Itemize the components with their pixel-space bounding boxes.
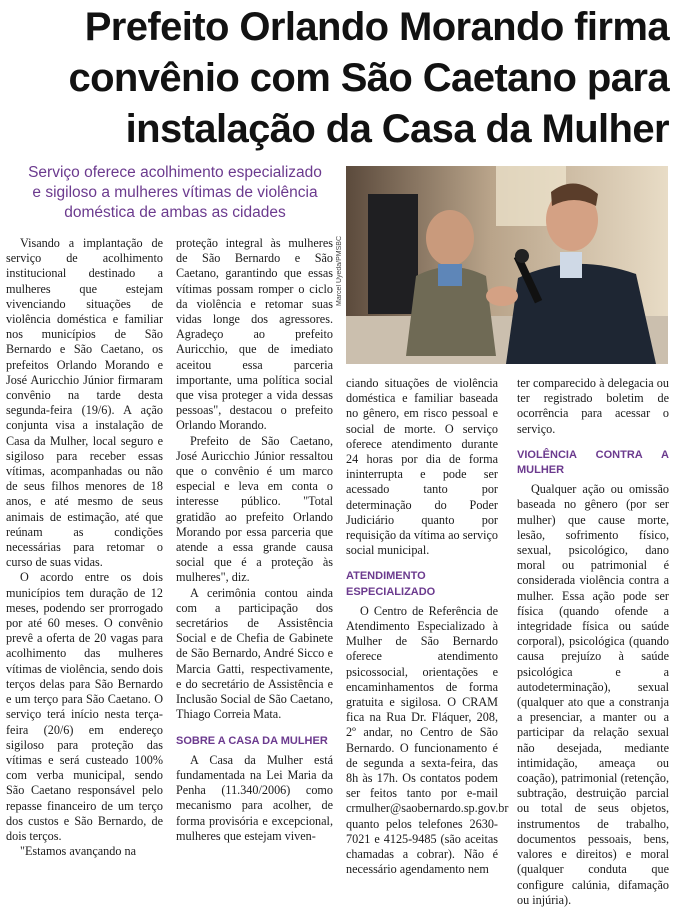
paragraph: O Centro de Referência de Atendimento Especializado à Mulher de São Bernardo oferece atendimento psicossocial, orientações e encaminhamentos de forma gratuita e sigilosa. O CRAM fica na Rua Dr. Fláquer, 208, 2º andar, no Centro de São Bernardo. O funcionamento é de segunda a sexta-feira, das 8h às 17h. Os contatos podem ser feitos tanto por e-mail crmulher@saobernardo.sp.gov.br quanto pelos telefones 2630-7021 e 4125-9485 (são aceitas chamadas a cobrar). Não é necessário agendamento nem — [346, 603, 509, 877]
subheadline-line-2: e sigiloso a mulheres vítimas de violência — [32, 184, 318, 201]
section-heading: VIOLÊNCIA CONTRA A MULHER — [517, 448, 669, 477]
section-heading: SOBRE A CASA DA MULHER — [176, 734, 328, 747]
headline-line-2: convênio com São Caetano para — [68, 56, 669, 100]
paragraph: proteção integral às mulheres de São Bernardo e São Caetano, garantindo que essas vítimas possam romper o ciclo da violência e retomar suas vidas longe dos agressores. Agradeço ao prefeito Auricchio, que de imediato aceitou essa parceria importante, uma política social que visa proteger a vida dessas pessoas", destacou o prefeito Orlando Morando. — [176, 236, 333, 433]
article-column-4 — [517, 376, 669, 908]
paragraph: ciando situações de violência doméstica e familiar baseada no gênero, em risco pessoal e social de morte. O serviço oferece atendimento durante 24 horas por dia de forma ininterrupta e pode ser acessado tanto por determinação do Poder Judiciário quanto por requisição da vítima ao serviço social municipal. — [346, 376, 498, 558]
headline — [14, 2, 669, 155]
subheadline — [12, 163, 338, 223]
article-column-2 — [176, 236, 333, 844]
paragraph: Qualquer ação ou omissão baseada no gênero (por ser mulher) que cause morte, lesão, sofrimento físico, sexual, psicológico, dano moral ou patrimonial é considerada violência contra a mulher. Essa ação pode ser física (quando ofende a integridade física ou saúde corporal), psicológica (quando causa prejuízo à saúde psicológica e a autodeterminação), sexual (qualquer ato que a constranja a presenciar, a manter ou a participar da relação sexual não desejada, mediante intimidação, ameaça ou coação), patrimonial (retenção, subtração, destruição parcial ou total de seus objetos, instrumentos de trabalho, documentos pessoais, bens, valores e direitos) e moral (qualquer conduta que configure calúnia, difamação ou injúria). — [517, 482, 669, 907]
paragraph: Prefeito de São Caetano, José Auricchio Júnior ressaltou que o convênio é um marco especial e leva em conta o interesse público. "Total gratidão ao prefeito Orlando Morando por essa parceria que atende a essa grande causa social que é a proteção às mulheres", diz. — [176, 433, 333, 585]
headline-line-3: instalação da Casa da Mulher — [125, 107, 669, 151]
article-column-3 — [346, 376, 509, 878]
paragraph: "Estamos avançando na — [20, 844, 136, 859]
section-heading: ATENDIMENTO ESPECIALIZADO — [346, 570, 436, 598]
subheadline-line-3: doméstica de ambas as cidades — [64, 204, 286, 221]
article-column-1 — [6, 236, 163, 859]
paragraph: ter comparecido à delegacia ou ter registrado boletim de ocorrência para acessar o serviço. — [517, 376, 669, 436]
headline-line-1: Prefeito Orlando Morando firma — [84, 5, 669, 49]
paragraph: A Casa da Mulher está fundamentada na Lei Maria da Penha (11.340/2006) como mecanismo para acolher, de forma provisória e excepcional, mulheres que estejam viven- — [176, 752, 333, 843]
photo-credit: Marcel Uyeda/PMSBC — [336, 235, 343, 306]
paragraph: O acordo entre os dois municípios tem duração de 12 meses, podendo ser prorrogado por até 60 meses. O convênio prevê a oferta de 20 vagas para acolhimento das mulheres vítimas de violência, sendo dois terços delas para São Bernardo e um terço para São Caetano. O serviço terá início nesta terça-feira (20/6) em endereço sigiloso para proteção das vítimas e será custeado 100% com verba municipal, sendo São Caetano responsável pelo repasse financeiro de um terço dos custos e São Bernardo, de dois terços. — [6, 570, 163, 843]
paragraph: A cerimônia contou ainda com a participação dos secretários de Assistência Social e de Chefia de Gabinete de São Bernardo, André Sicco e Marcia Gatti, respectivamente, e do secretário de Assistência e Inclusão Social de São Caetano, Thiago Correia Mata. — [176, 585, 333, 722]
paragraph: Visando a implantação de serviço de acolhimento institucional destinado a mulheres que estejam vivenciando situações de violência doméstica e familiar nos municípios de São Bernardo e São Caetano, os prefeitos Orlando Morando e José Auricchio Júnior firmaram convênio na tarde desta segunda-feira (19/6). A ação conjunta visa a instalação de Casa da Mulher, local seguro e sigiloso para receber essas vítimas, acompanhadas ou não de seus filhos menores de 18 anos, e até mesmo de seus animais de estimação, até que reúnam as condições necessárias para retomar o curso de suas vidas. — [6, 236, 163, 570]
photo-illustration — [346, 166, 668, 364]
subheadline-line-1: Serviço oferece acolhimento especializado — [28, 164, 322, 181]
news-photo — [346, 166, 668, 364]
